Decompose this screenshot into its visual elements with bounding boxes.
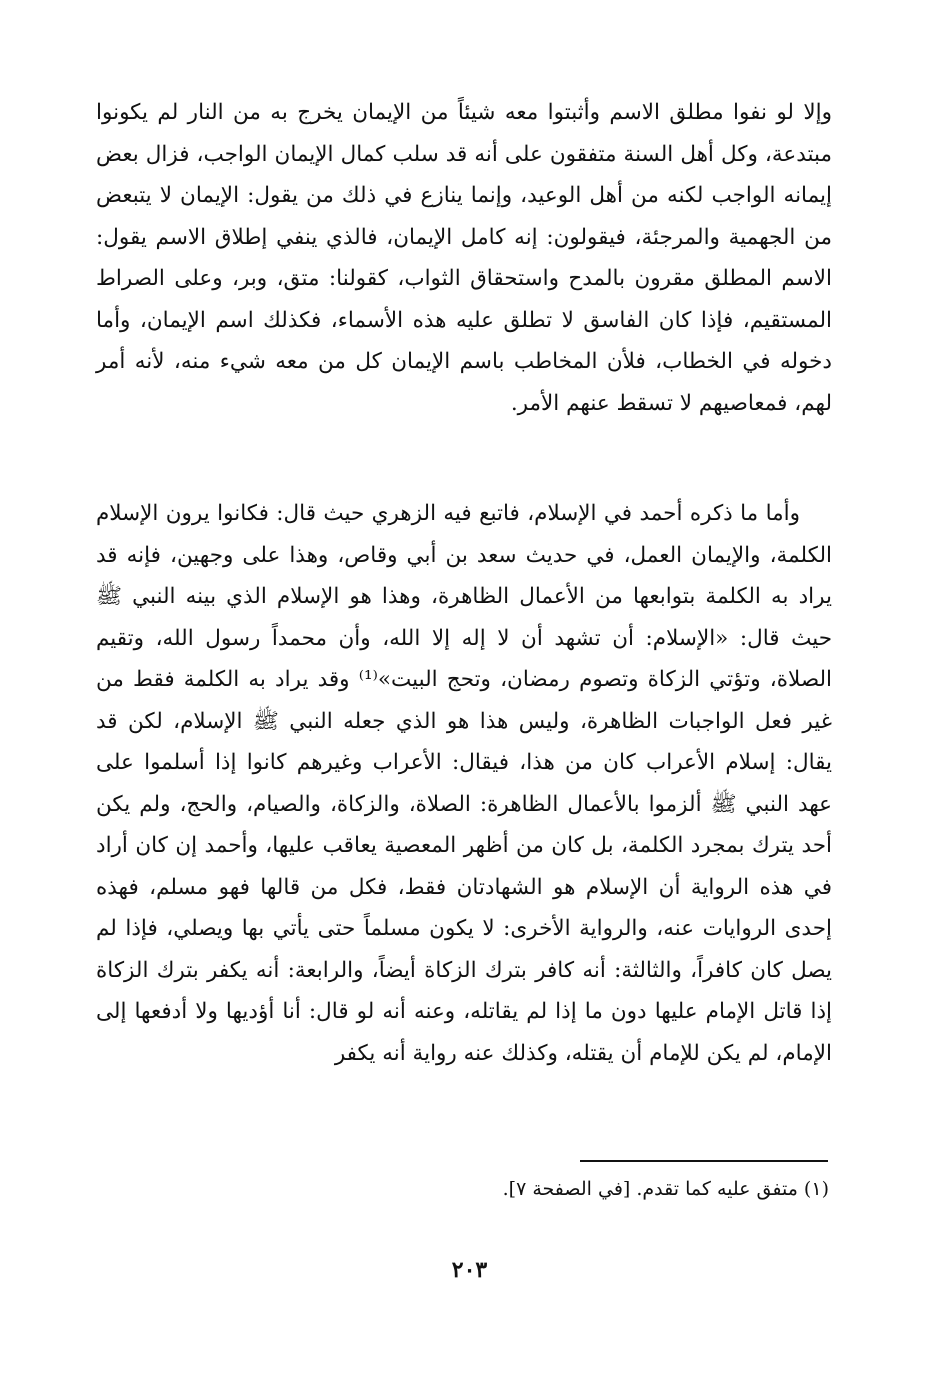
body-paragraph-1: وإلا لو نفوا مطلق الاسم وأثبتوا معه شيئاً من الإيمان يخرج به من النار لم يكونوا مبتدعة، وكل أهل السنة متفقون على أنه قد سلب كمال الإيمان الواجب، فزال بعض إيمانه الواجب لكنه من أهل الوعيد، وإنما ينازع في ذلك من يقول: الإيمان لا يتبعض من الجهمية والمرجئة، فيقولون: إنه كامل الإيمان، فالذي ينفي إطلاق الاسم يقول: الاسم المطلق مقرون بالمدح واستحقاق الثواب، كقولنا: متق، وبر، وعلى الصراط المستقيم، فإذا كان الفاسق لا تطلق عليه هذه الأسماء، فكذلك اسم الإيمان، وأما دخوله في الخطاب، فلأن المخاطب باسم الإيمان كل من معه شيء منه، لأنه أمر لهم، فمعاصيهم لا تسقط عنهم الأمر. — [96, 100, 832, 416]
page-number: ٢٠٣ — [451, 1257, 488, 1283]
footnote: (١) متفق عليه كما تقدم. [في الصفحة ٧]. — [502, 1178, 829, 1200]
body-paragraph-2: وأما ما ذكره أحمد في الإسلام، فاتبع فيه الزهري حيث قال: فكانوا يرون الإسلام الكلمة، والإيمان العمل، في حديث سعد بن أبي وقاص، وهذا على وجهين، فإنه قد يراد به الكلمة بتوابعها من الأعمال الظاهرة، وهذا هو الإسلام الذي بينه النبي ﷺ حيث قال: «الإسلام: أن تشهد أن لا إله إلا الله، وأن محمداً رسول الله، وتقيم الصلاة، وتؤتي الزكاة وتصوم رمضان، وتحج البيت»⁽¹⁾ وقد يراد به الكلمة فقط من غير فعل الواجبات الظاهرة، وليس هذا هو الذي جعله النبي ﷺ الإسلام، لكن قد يقال: إسلام الأعراب كان من هذا، فيقال: الأعراب وغيرهم كانوا إذا أسلموا على عهد النبي ﷺ ألزموا بالأعمال الظاهرة: الصلاة، والزكاة، والصيام، والحج، ولم يكن أحد يترك بمجرد الكلمة، بل كان من أظهر المعصية يعاقب عليها، وأحمد إن كان أراد في هذه الرواية أن الإسلام هو الشهادتان فقط، فكل من قالها فهو مسلم، فهذه إحدى الروايات عنه، والرواية الأخرى: لا يكون مسلماً حتى يأتي بها ويصلي، فإذا لم يصل كان كافراً، والثالثة: أنه كافر بترك الزكاة أيضاً، والرابعة: أنه يكفر بترك الزكاة إذا قاتل الإمام عليها دون ما إذا لم يقاتله، وعنه أنه لو قال: أنا أؤديها ولا أدفعها إلى الإمام، لم يكن للإمام أن يقتله، وكذلك عنه رواية أنه يكفر — [96, 501, 832, 1066]
footnote-separator — [580, 1160, 828, 1162]
